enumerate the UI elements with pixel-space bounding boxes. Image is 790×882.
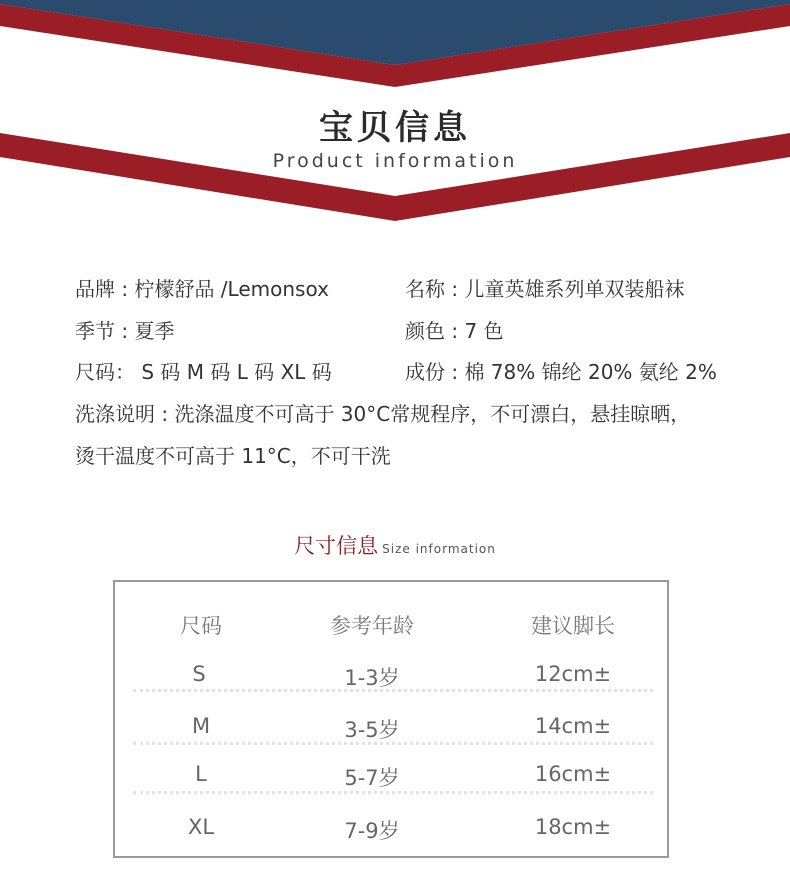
info-washing-line1: 洗涤说明 : 洗涤温度不可高于 30°C常规程序，不可漂白，悬挂晾晒， — [75, 402, 691, 426]
info-season: 季节 : 夏季 — [75, 319, 175, 343]
table-cell-age: 7-9岁 — [344, 819, 400, 843]
size-section-heading — [0, 530, 790, 560]
info-composition: 成份 : 棉 78% 锦纶 20% 氨纶 2% — [405, 360, 717, 384]
table-cell-age: 1-3岁 — [344, 666, 400, 690]
table-cell-size: L — [195, 762, 207, 786]
table-cell-foot-length: 14cm± — [534, 714, 612, 738]
table-cell-size: M — [191, 714, 211, 738]
table-cell-foot-length: 16cm± — [534, 762, 612, 786]
table-cell-size: S — [192, 662, 206, 686]
table-cell-foot-length: 12cm± — [534, 662, 612, 686]
table-cell-size: XL — [187, 815, 215, 839]
row-divider — [133, 689, 653, 692]
row-divider — [133, 742, 653, 745]
row-divider — [133, 791, 653, 794]
table-header-age: 参考年龄 — [330, 614, 414, 638]
table-cell-age: 3-5岁 — [344, 718, 400, 742]
table-header-size: 尺码 — [180, 614, 222, 638]
page-subtitle: Product information — [272, 150, 518, 172]
size-section-title: 尺寸信息 — [294, 534, 379, 558]
page-title: 宝贝信息 — [319, 108, 471, 148]
size-table — [113, 580, 669, 858]
info-washing-line2: 烫干温度不可高于 11°C，不可干洗 — [75, 444, 391, 468]
info-size: 尺码： S 码 M 码 L 码 XL 码 — [75, 360, 332, 384]
info-name: 名称 : 儿童英雄系列单双装船袜 — [405, 277, 685, 301]
table-cell-foot-length: 18cm± — [534, 815, 612, 839]
info-color: 颜色 : 7 色 — [405, 319, 504, 343]
table-header-foot-length: 建议脚长 — [531, 614, 615, 638]
info-brand: 品牌 : 柠檬舒品 /Lemonsox — [75, 277, 329, 301]
table-cell-age: 5-7岁 — [344, 766, 400, 790]
size-section-subtitle: Size information — [382, 542, 496, 556]
